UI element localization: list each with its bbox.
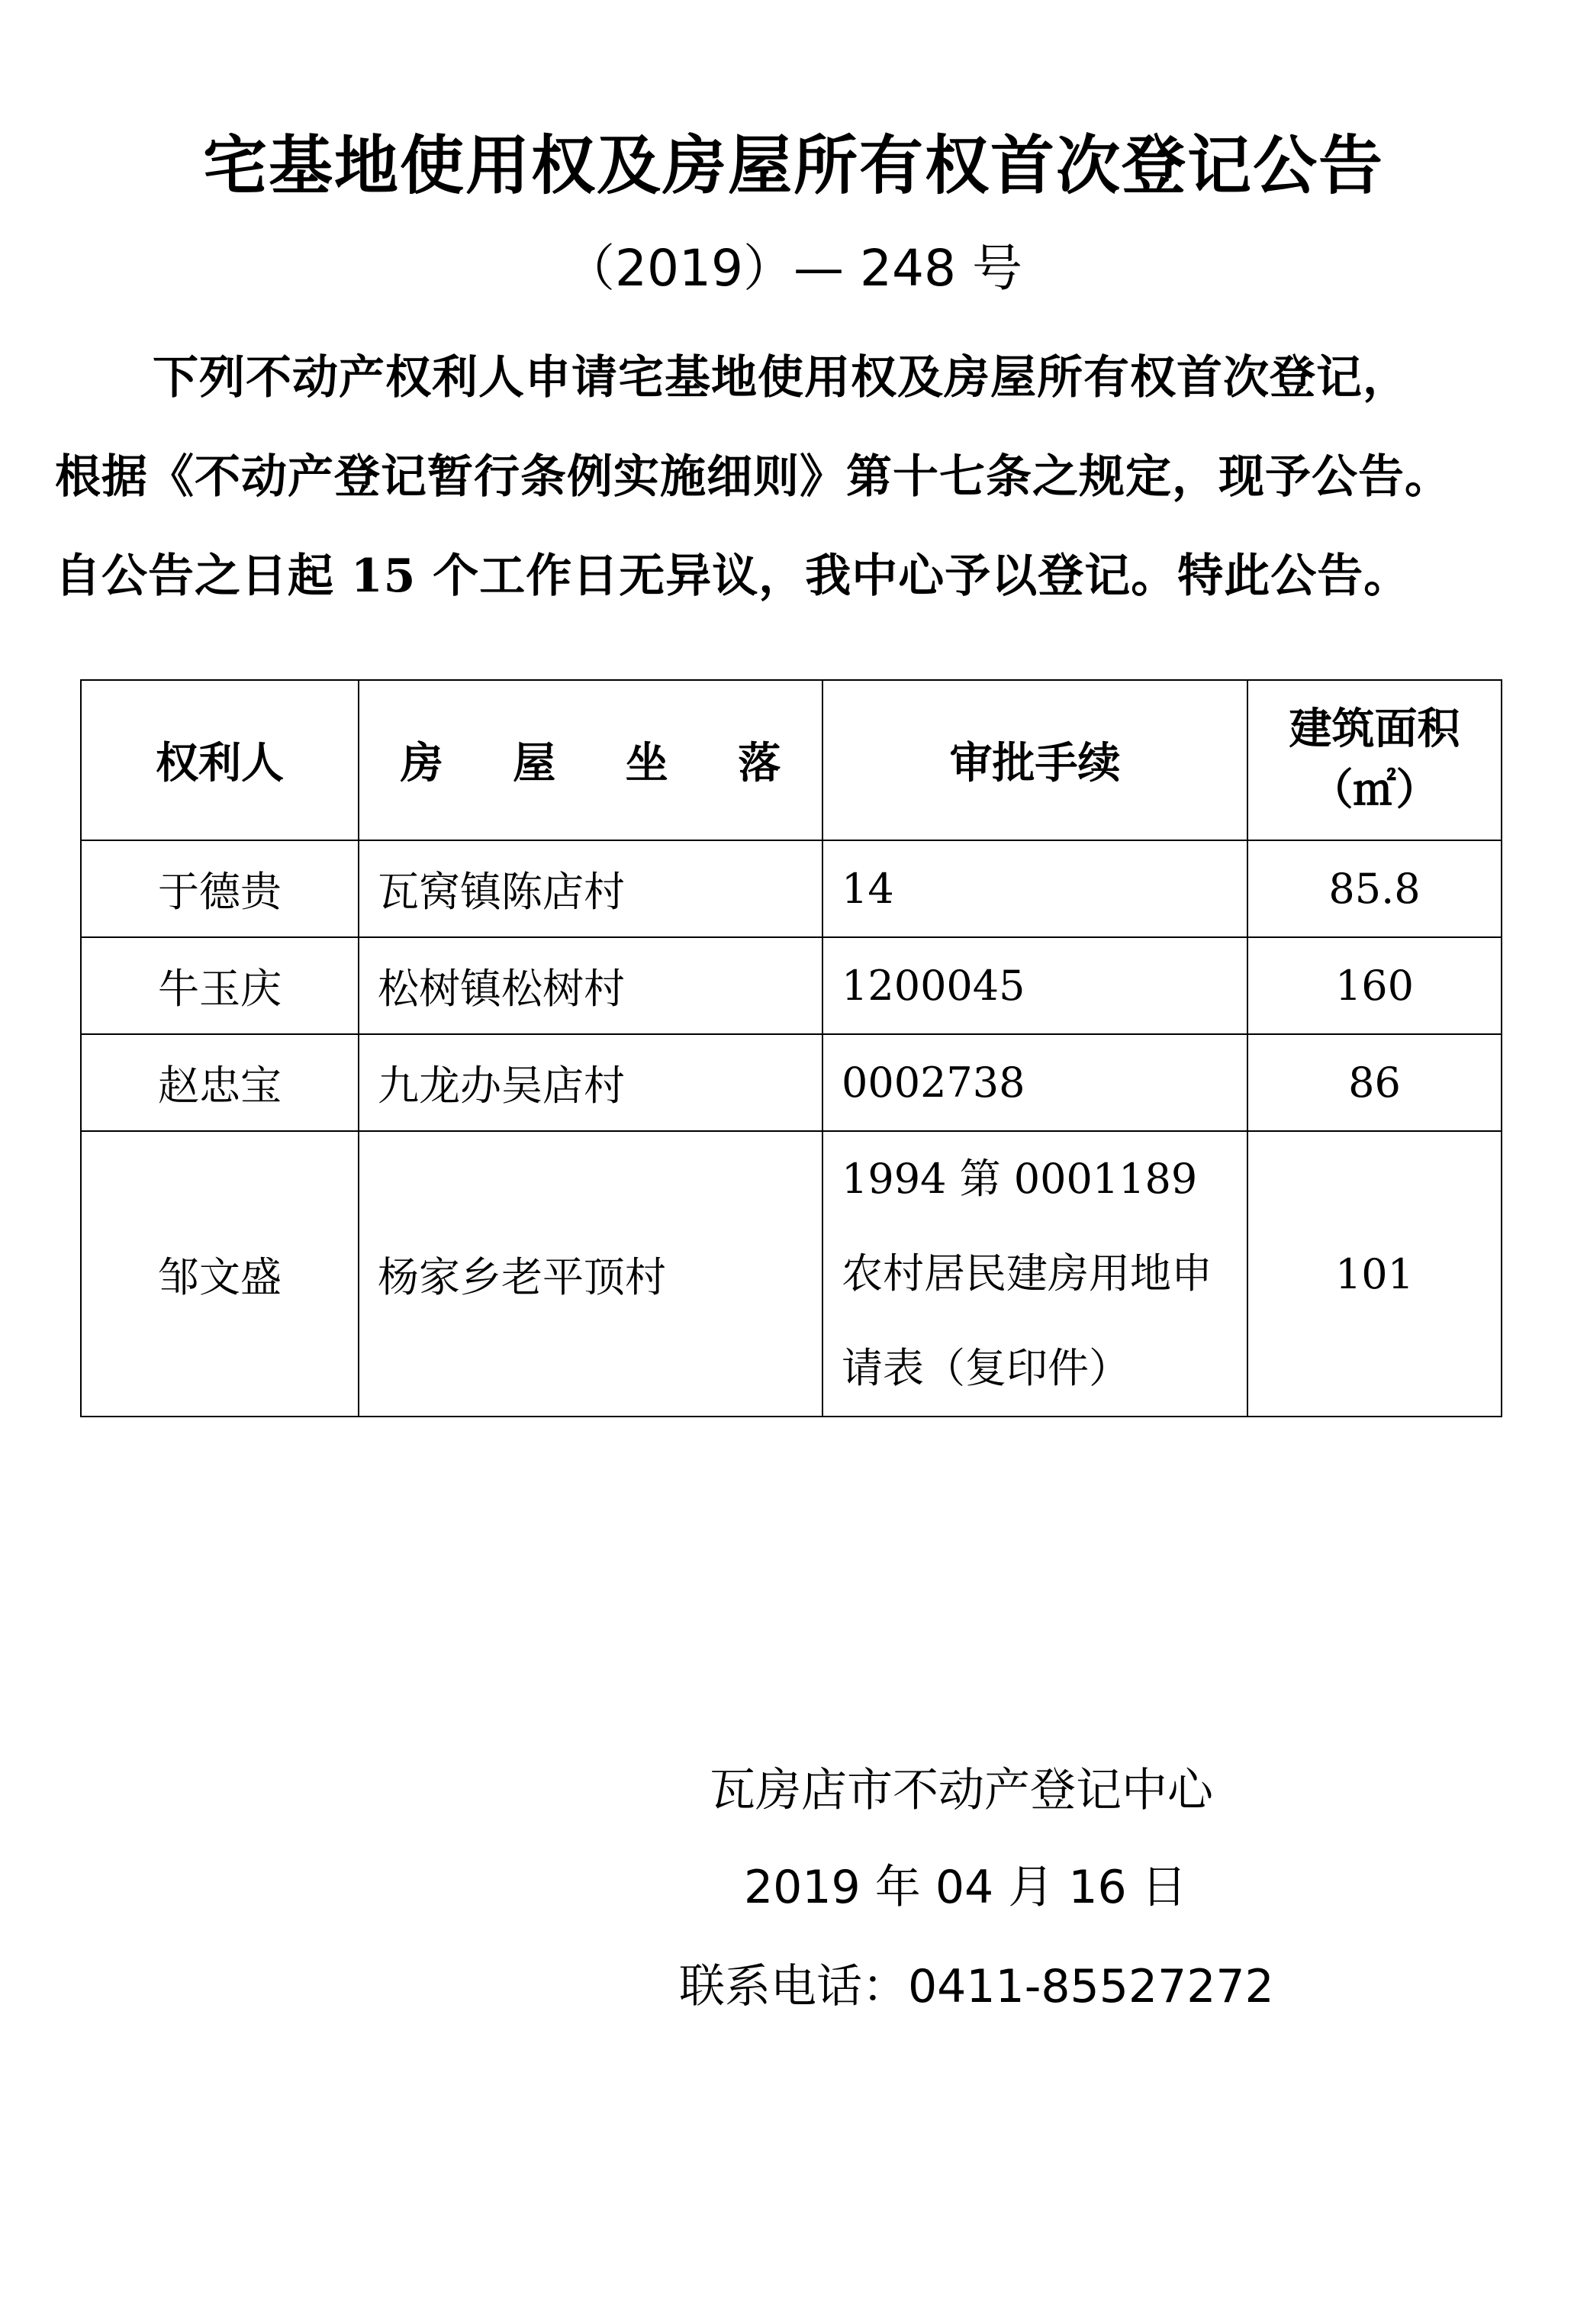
- notice-body: [55, 328, 1535, 626]
- header-area-label: 建筑面积: [1289, 704, 1460, 754]
- cell-approval: 0002738: [822, 1034, 1247, 1131]
- cell-area: 85.8: [1247, 840, 1502, 937]
- notice-body-line: 自公告之日起 15 个工作日无异议，我中心予以登记。特此公告。: [55, 550, 1411, 603]
- notice-number: （2019）— 248 号: [565, 239, 1022, 298]
- issuing-organization: 瓦房店市不动产登记中心: [710, 1764, 1213, 1817]
- registration-table: [80, 679, 1502, 1417]
- cell-location: 九龙办吴店村: [359, 1034, 822, 1131]
- table-row: [81, 840, 1502, 937]
- table-row: [81, 937, 1502, 1034]
- cell-holder: 邹文盛: [81, 1131, 359, 1417]
- cell-approval: 1200045: [822, 937, 1247, 1034]
- table-row: [81, 1131, 1502, 1417]
- header-approval: 审批手续: [822, 680, 1247, 840]
- contact-phone: 联系电话：0411-85527272: [679, 1960, 1274, 2013]
- cell-location: 瓦窝镇陈店村: [359, 840, 822, 937]
- header-area-unit: （㎡）: [1310, 766, 1439, 815]
- cell-area: 101: [1247, 1131, 1502, 1417]
- issue-date: 2019 年 04 月 16 日: [744, 1861, 1187, 1914]
- header-location: 房 屋 坐 落: [359, 680, 822, 840]
- table-row: [81, 1034, 1502, 1131]
- notice-title: 宅基地使用权及房屋所有权首次登记公告: [202, 128, 1384, 203]
- notice-body-line: 下列不动产权利人申请宅基地使用权及房屋所有权首次登记，: [153, 351, 1409, 405]
- cell-location: 杨家乡老平顶村: [359, 1131, 822, 1417]
- cell-location: 松树镇松树村: [359, 937, 822, 1034]
- header-holder: 权利人: [81, 680, 359, 840]
- cell-holder: 牛玉庆: [81, 937, 359, 1034]
- header-area: [1247, 680, 1502, 840]
- cell-holder: 于德贵: [81, 840, 359, 937]
- cell-area: 160: [1247, 937, 1502, 1034]
- cell-area: 86: [1247, 1034, 1502, 1131]
- cell-approval: 14: [822, 840, 1247, 937]
- cell-approval: 1994 第 0001189 农村居民建房用地申请表（复印件）: [822, 1131, 1247, 1417]
- notice-body-line: 根据《不动产登记暂行条例实施细则》第十七条之规定，现予公告。: [55, 450, 1451, 504]
- cell-holder: 赵忠宝: [81, 1034, 359, 1131]
- table-header-row: [81, 680, 1502, 840]
